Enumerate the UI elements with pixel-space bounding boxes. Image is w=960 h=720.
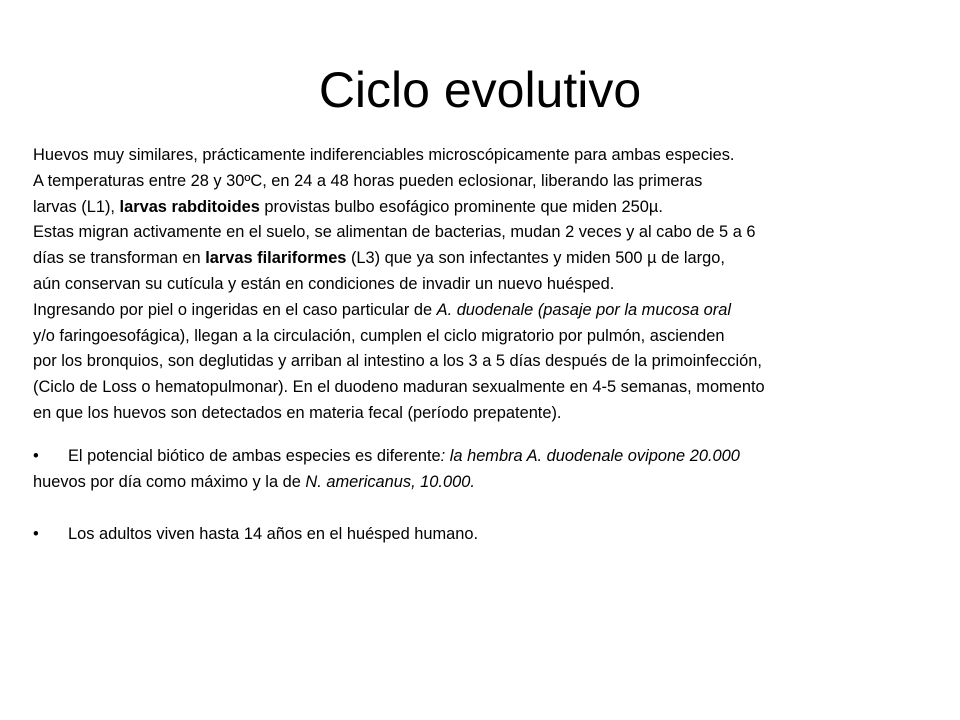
bullet-icon: • [33, 446, 39, 465]
slide-body [33, 143, 933, 548]
bold-term: larvas rabditoides [119, 197, 260, 216]
paragraph-line: (Ciclo de Loss o hematopulmonar). En el duodeno maduran sexualmente en 4-5 semanas, momento [33, 378, 765, 397]
paragraph-line: A temperaturas entre 28 y 30ºC, en 24 a 48 horas pueden eclosionar, liberando las primeras [33, 171, 703, 190]
paragraph-line: Ingresando por piel o ingeridas en el caso particular de A. duodenale (pasaje por la mucosa oral [33, 300, 731, 319]
paragraph-line: y/o faringoesofágica), llegan a la circulación, cumplen el ciclo migratorio por pulmón, ascienden [33, 326, 725, 345]
italic-term: A. duodenale (pasaje por la mucosa oral [436, 300, 731, 319]
bullet-item: • El potencial biótico de ambas especies es diferente: la hembra A. duodenale ovipone 20.000 [33, 444, 933, 470]
paragraph-line: días se transforman en larvas filariformes (L3) que ya son infectantes y miden 500 µ de largo, [33, 249, 725, 268]
bullet-item-continuation: huevos por día como máximo y la de N. americanus, 10.000. [33, 472, 475, 491]
bullet-item: • Los adultos viven hasta 14 años en el huésped humano. [33, 522, 933, 548]
paragraph-line: aún conservan su cutícula y están en condiciones de invadir un nuevo huésped. [33, 274, 615, 293]
paragraph-line: Estas migran activamente en el suelo, se alimentan de bacterias, mudan 2 veces y al cabo de 5 a 6 [33, 223, 756, 242]
bold-term: larvas filariformes [205, 249, 347, 268]
slide-title: Ciclo evolutivo [318, 62, 642, 118]
paragraph-line: larvas (L1), larvas rabditoides provistas bulbo esofágico prominente que miden 250µ. [33, 197, 663, 216]
paragraph-line: por los bronquios, son deglutidas y arriban al intestino a los 3 a 5 días después de la primoinfección, [33, 352, 762, 371]
bullet-icon: • [33, 525, 39, 544]
paragraph-line: en que los huevos son detectados en materia fecal (período prepatente). [33, 403, 562, 422]
paragraph-line: Huevos muy similares, prácticamente indiferenciables microscópicamente para ambas especies. [33, 146, 735, 164]
